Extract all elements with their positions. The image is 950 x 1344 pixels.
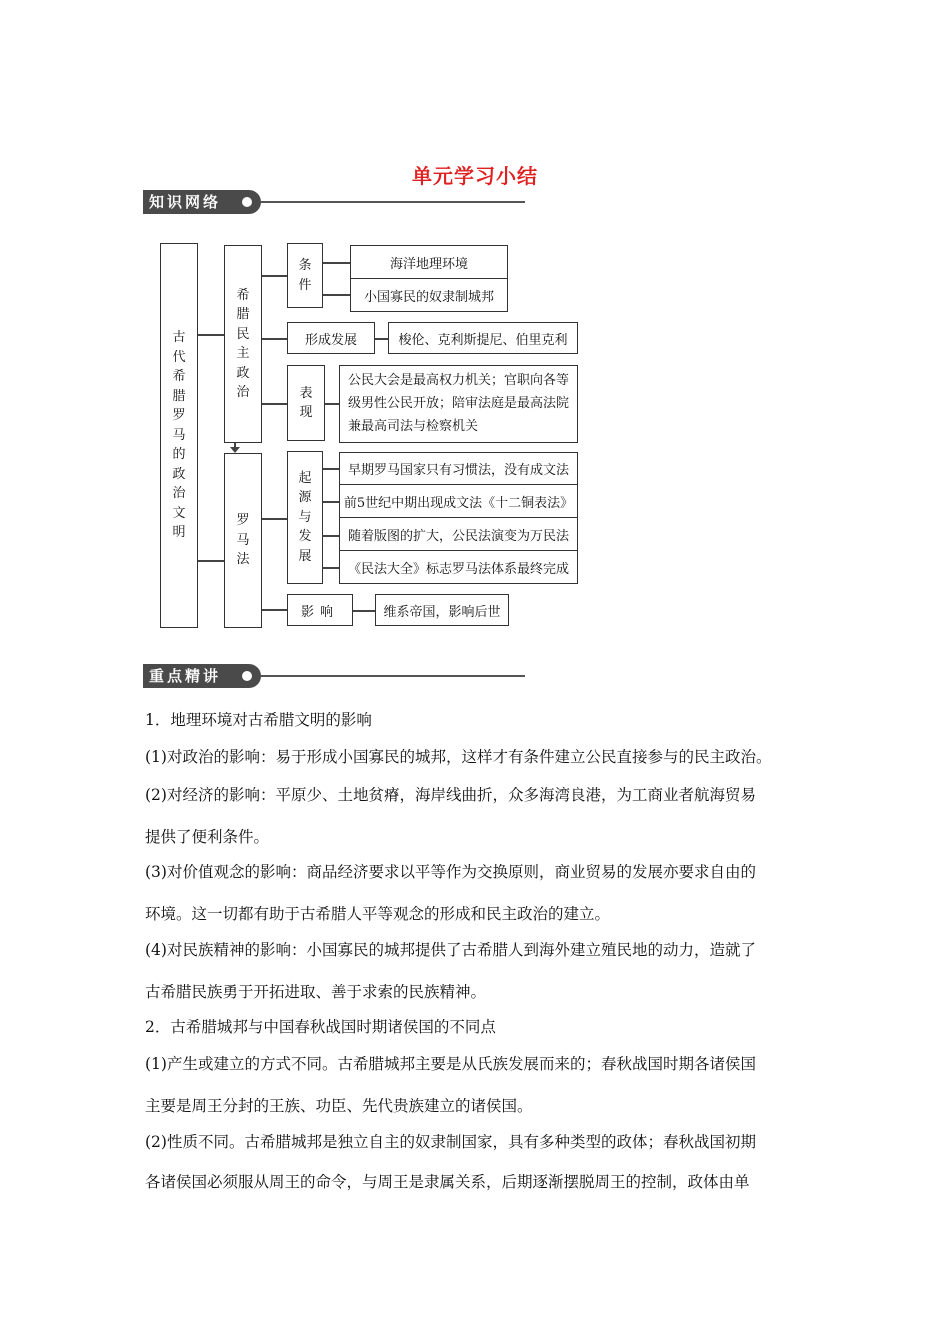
condition-item: 海洋地理环境 <box>389 256 468 272</box>
performance-label-box <box>287 365 325 441</box>
bullet-dot-icon <box>242 197 252 207</box>
origin-item: 《民法大全》标志罗马法体系最终完成 <box>347 561 569 577</box>
impact-content: 维系帝国，影响后世 <box>383 604 501 620</box>
origin-item: 随着版图的扩大，公民法演变为万民法 <box>347 528 569 544</box>
roman-law-box <box>224 453 262 628</box>
connector <box>262 518 287 520</box>
connector <box>262 275 287 277</box>
connector <box>262 609 287 611</box>
performance-content: 公民大会是最高权力机关；官职向各等级男性公民开放；陪审法庭是最高法院兼最高司法与检察机关 <box>348 373 570 434</box>
section-rule <box>261 675 525 677</box>
connector <box>323 535 339 537</box>
paragraph: (4)对民族精神的影响：小国寡民的城邦提供了古希腊人到海外建立殖民地的动力，造就了 <box>145 941 756 959</box>
origin-item-box <box>339 484 578 518</box>
origin-label: 起 源 与 发 展 <box>298 470 312 564</box>
condition-item-box <box>350 245 508 279</box>
performance-label: 表 现 <box>299 385 313 420</box>
paragraph: (1)产生或建立的方式不同。古希腊城邦主要是从氏族发展而来的；春秋战国时期各诸侯国 <box>145 1055 756 1073</box>
origin-item-box <box>339 517 578 551</box>
heading-2: 2．古希腊城邦与中国春秋战国时期诸侯国的不同点 <box>145 1018 496 1036</box>
origin-label-box <box>287 451 323 584</box>
development-content: 梭伦、克利斯提尼、伯里克利 <box>398 332 568 348</box>
paragraph: 环境。这一切都有助于古希腊人平等观念的形成和民主政治的建立。 <box>145 905 611 923</box>
connector <box>323 567 339 569</box>
impact-label: 影响 <box>300 604 339 620</box>
origin-item: 早期罗马国家只有习惯法，没有成文法 <box>347 463 569 478</box>
impact-label-box <box>287 594 353 626</box>
connector <box>262 338 287 340</box>
bullet-dot-icon <box>242 671 252 681</box>
performance-content-box <box>339 365 578 443</box>
origin-item-box <box>339 452 578 485</box>
condition-item: 小国寡民的奴隶制城邦 <box>363 289 494 305</box>
section-label: 重点精讲 <box>143 664 261 688</box>
paragraph: (2)性质不同。古希腊城邦是独立自主的奴隶制国家，具有多种类型的政体；春秋战国初期 <box>145 1133 756 1151</box>
section-header-knowledge-network <box>143 190 525 214</box>
page-title: 单元学习小结 <box>412 164 538 188</box>
greek-democracy-box <box>224 245 262 443</box>
paragraph: 古希腊民族勇于开拓进取、善于求索的民族精神。 <box>145 983 487 1001</box>
connector <box>323 262 350 264</box>
conditions-label: 条 件 <box>298 258 312 293</box>
origin-item: 前5世纪中期出现成文法《十二铜表法》 <box>343 495 574 511</box>
impact-content-box <box>375 594 509 626</box>
origin-item-box <box>339 550 578 584</box>
section-header-key-points <box>143 664 525 688</box>
paragraph: (1)对政治的影响：易于形成小国寡民的城邦，这样才有条件建立公民直接参与的民主政治。 <box>145 748 772 766</box>
conditions-label-box <box>287 243 323 308</box>
development-label: 形成发展 <box>304 332 357 348</box>
connector <box>198 334 224 336</box>
paragraph: 主要是周王分封的王族、功臣、先代贵族建立的诸侯国。 <box>145 1097 533 1115</box>
roman-law-text: 罗 马 法 <box>236 513 250 568</box>
connector <box>375 338 388 340</box>
development-label-box <box>287 322 375 354</box>
paragraph: 各诸侯国必须服从周王的命令，与周王是隶属关系，后期逐渐摆脱周王的控制，政体由单 <box>145 1173 750 1191</box>
section-label: 知识网络 <box>143 190 261 214</box>
development-content-box <box>388 322 578 354</box>
diagram-root-box <box>160 243 198 628</box>
connector <box>262 403 287 405</box>
greek-democracy-text: 希 腊 民 主 政 治 <box>236 287 250 400</box>
connector <box>323 501 339 503</box>
paragraph: (3)对价值观念的影响：商品经济要求以平等作为交换原则，商业贸易的发展亦要求自由的 <box>145 863 756 881</box>
section-rule <box>261 201 525 203</box>
connector <box>323 468 339 470</box>
paragraph: 提供了便利条件。 <box>145 828 270 846</box>
condition-item-box <box>350 278 508 312</box>
diagram-root-text: 古 代 希 腊 罗 马 的 政 治 文 明 <box>172 330 186 541</box>
paragraph: (2)对经济的影响：平原少、土地贫瘠，海岸线曲折，众多海湾良港，为工商业者航海贸易 <box>145 786 756 804</box>
connector <box>323 294 350 296</box>
connector <box>353 610 375 612</box>
heading-1: 1．地理环境对古希腊文明的影响 <box>145 711 372 729</box>
connector <box>325 403 339 405</box>
connector <box>198 560 224 562</box>
